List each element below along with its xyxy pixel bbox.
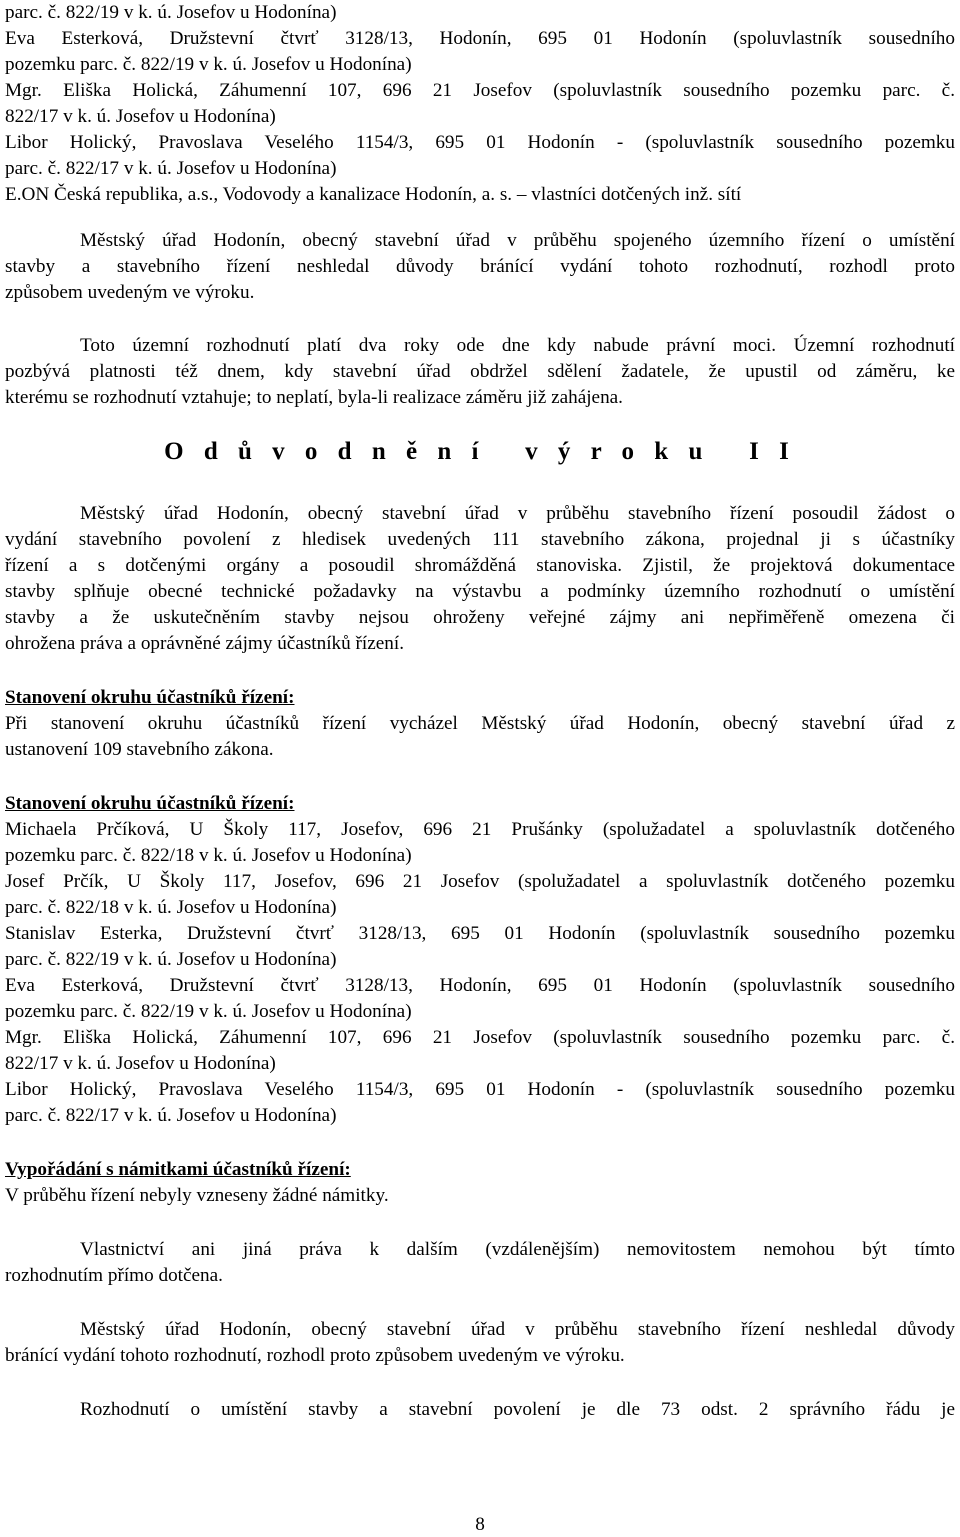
text-line: Toto územní rozhodnutí platí dva roky ode dne kdy nabude právní moci. Územní rozhodnutí (80, 335, 955, 356)
section-heading: O d ů v o d n ě n í v ý r o k u I I (164, 438, 796, 465)
text-line: bránící vydání tohoto rozhodnutí, rozhodl proto způsobem uvedeným ve výroku. (5, 1345, 625, 1366)
text-line: Městský úřad Hodonín, obecný stavební úřad v průběhu spojeného územního řízení o umístění (80, 230, 955, 251)
text-line: pozbývá platnosti též dnem, kdy stavební úřad obdržel sdělení žadatele, že upustil od záměru, ke (5, 361, 955, 382)
paragraph (5, 1397, 955, 1423)
text-line: Mgr. Eliška Holická, Záhumenní 107, 696 21 Josefov (spoluvlastník sousedního pozemku parc. č. (5, 80, 955, 101)
text-line: Michaela Prčíková, U Školy 117, Josefov, 696 21 Prušánky (spolužadatel a spoluvlastník dotčeného (5, 819, 955, 840)
text-line: parc. č. 822/18 v k. ú. Josefov u Hodonína) (5, 897, 337, 918)
text-line: Eva Esterková, Družstevní čtvrť 3128/13, Hodonín, 695 01 Hodonín (spoluvlastník sousedního (5, 975, 955, 996)
text-line: parc. č. 822/19 v k. ú. Josefov u Hodonína) (5, 949, 337, 970)
text-line: stavby splňuje obecné technické požadavky na výstavbu a podmínky územního rozhodnutí o umístění (5, 581, 955, 602)
text-line: Vlastnictví ani jiná práva k dalším (vzdálenějším) nemovitostem nemohou být tímto (80, 1239, 955, 1260)
text-line: 822/17 v k. ú. Josefov u Hodonína) (5, 106, 276, 127)
text-line: stavby a že uskutečněním stavby nejsou ohroženy veřejné zájmy ani nepřiměřeně omezena či (5, 607, 955, 628)
text-line: ohrožena práva a oprávněné zájmy účastníků řízení. (5, 633, 405, 654)
section-title: Stanovení okruhu účastníků řízení: (5, 687, 295, 708)
page-number: 8 (475, 1514, 485, 1535)
text-line: Rozhodnutí o umístění stavby a stavební povolení je dle 73 odst. 2 správního řádu je (80, 1399, 955, 1420)
text-line: pozemku parc. č. 822/19 v k. ú. Josefov u Hodonína) (5, 54, 412, 75)
document-page (5, 0, 955, 1423)
text-line: ustanovení 109 stavebního zákona. (5, 739, 274, 760)
paragraph (5, 333, 955, 411)
section-participants-basis (5, 685, 955, 763)
text-line: řízení a s dotčenými orgány a posoudil shromážděná stanoviska. Zjistil, že projektová dokumentace (5, 555, 955, 576)
text-line: Městský úřad Hodonín, obecný stavební úřad v průběhu stavebního řízení posoudil žádost o (80, 503, 955, 524)
text-line: parc. č. 822/17 v k. ú. Josefov u Hodonína) (5, 1105, 337, 1126)
text-line: Libor Holický, Pravoslava Veselého 1154/3, 695 01 Hodonín - (spoluvlastník sousedního pozemku (5, 1079, 955, 1100)
text-line: Stanislav Esterka, Družstevní čtvrť 3128/13, 695 01 Hodonín (spoluvlastník sousedního pozemku (5, 923, 955, 944)
text-line: Při stanovení okruhu účastníků řízení vycházel Městský úřad Hodonín, obecný stavební úřad z (5, 713, 955, 734)
text-line: parc. č. 822/17 v k. ú. Josefov u Hodonína) (5, 158, 337, 179)
text-line: způsobem uvedeným ve výroku. (5, 282, 255, 303)
paragraph (5, 1317, 955, 1369)
text-line: pozemku parc. č. 822/19 v k. ú. Josefov u Hodonína) (5, 1001, 412, 1022)
text-line: rozhodnutím přímo dotčena. (5, 1265, 223, 1286)
text-line: Eva Esterková, Družstevní čtvrť 3128/13, Hodonín, 695 01 Hodonín (spoluvlastník sousedního (5, 28, 955, 49)
section-title: Stanovení okruhu účastníků řízení: (5, 793, 295, 814)
paragraph (5, 228, 955, 306)
text-line: E.ON Česká republika, a.s., Vodovody a kanalizace Hodonín, a. s. – vlastníci dotčených inž. sítí (5, 184, 742, 205)
text-line: Mgr. Eliška Holická, Záhumenní 107, 696 21 Josefov (spoluvlastník sousedního pozemku parc. č. (5, 1027, 955, 1048)
text-line: Josef Prčík, U Školy 117, Josefov, 696 21 Josefov (spolužadatel a spoluvlastník dotčeného pozemku (5, 871, 955, 892)
section-title: Vypořádání s námitkami účastníků řízení: (5, 1159, 351, 1180)
paragraph (5, 501, 955, 657)
text-line: 822/17 v k. ú. Josefov u Hodonína) (5, 1053, 276, 1074)
participants-list-top (5, 0, 955, 208)
paragraph (5, 1237, 955, 1289)
text-line: vydání stavebního povolení z hledisek uvedených 111 stavebního zákona, projednal ji s účastníky (5, 529, 955, 550)
text-line: Městský úřad Hodonín, obecný stavební úřad v průběhu stavebního řízení neshledal důvody (80, 1319, 955, 1340)
text-line: V průběhu řízení nebyly vzneseny žádné námitky. (5, 1185, 389, 1206)
text-line: kterému se rozhodnutí vztahuje; to neplatí, byla-li realizace záměru již zahájena. (5, 387, 623, 408)
section-participants-list (5, 791, 955, 1129)
text-line: Libor Holický, Pravoslava Veselého 1154/3, 695 01 Hodonín - (spoluvlastník sousedního pozemku (5, 132, 955, 153)
text-line: parc. č. 822/19 v k. ú. Josefov u Hodonína) (5, 2, 337, 23)
text-line: pozemku parc. č. 822/18 v k. ú. Josefov u Hodonína) (5, 845, 412, 866)
section-objections (5, 1157, 955, 1209)
text-line: stavby a stavebního řízení neshledal důvody bránící vydání tohoto rozhodnutí, rozhodl proto (5, 256, 955, 277)
